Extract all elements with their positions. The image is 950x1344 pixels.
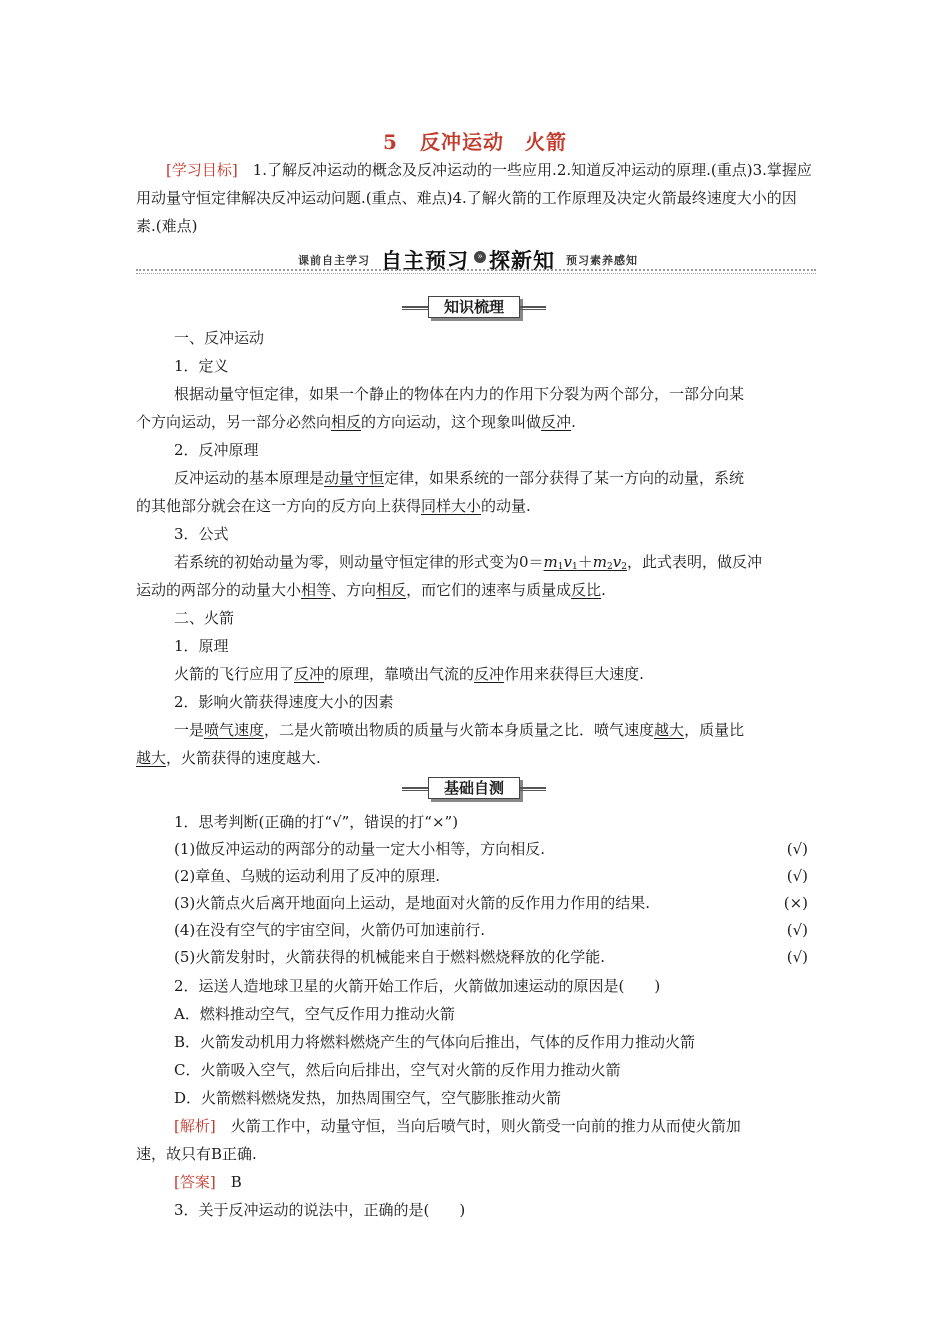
objectives-tag: [学习目标] bbox=[166, 161, 238, 179]
judgement-item: (3)火箭点火后离开地面向上运动，是地面对火箭的反作用力作用的结果. (×) bbox=[136, 889, 854, 917]
blank-answer: 反冲 bbox=[541, 413, 572, 431]
answer-tag: [答案] bbox=[174, 1173, 216, 1191]
blank-answer: 相反 bbox=[331, 413, 362, 431]
blank-answer: 同样大小 bbox=[421, 497, 482, 515]
blank-answer: 相反 bbox=[376, 581, 407, 599]
option-d: D．火箭燃料燃烧发热，加热周围空气，空气膨胀推动火箭 bbox=[174, 1089, 562, 1107]
banner-left-small: 课前自主学习 bbox=[298, 254, 370, 267]
learning-objectives bbox=[136, 156, 816, 240]
banner-title-2: 探新知 bbox=[489, 249, 555, 273]
blank-answer: 喷气速度 bbox=[204, 721, 265, 739]
option-a: A．燃料推动空气，空气反作用力推动火箭 bbox=[174, 1005, 455, 1023]
paragraph-line: 越大，火箭获得的速度越大. bbox=[136, 749, 321, 767]
banner-divider bbox=[136, 269, 816, 271]
paragraph-line: 若系统的初始动量为零，则动量守恒定律的形式变为$0=m_1v_1+m_2v_2$，此式表明，做反冲 bbox=[174, 553, 762, 572]
subheading-principle: 2．反冲原理 bbox=[174, 441, 259, 459]
heading-rocket: 二、火箭 bbox=[174, 609, 235, 627]
blank-answer: 反比 bbox=[571, 581, 602, 599]
section-rule-right bbox=[520, 306, 546, 310]
banner-arrow-icon: » bbox=[474, 251, 486, 263]
title-number: 5 bbox=[383, 130, 398, 154]
judgement-mark: (√) bbox=[786, 948, 808, 966]
paragraph-line: 火箭的飞行应用了反冲的原理，靠喷出气流的反冲作用来获得巨大速度. bbox=[174, 665, 644, 683]
formula-blank: $m_1v_1+m_2v_2$ bbox=[543, 553, 627, 572]
section-label: 基础自测 bbox=[428, 777, 520, 799]
blank-answer: 反冲 bbox=[294, 665, 325, 683]
banner-right-small: 预习素养感知 bbox=[566, 254, 638, 267]
analysis-tag: [解析] bbox=[174, 1117, 216, 1135]
judgement-item: (1)做反冲运动的两部分的动量一定大小相等，方向相反. (√) bbox=[136, 835, 854, 863]
section-banner bbox=[136, 245, 816, 275]
option-c: C．火箭吸入空气，然后向后排出，空气对火箭的反作用力推动火箭 bbox=[174, 1061, 621, 1079]
page-title bbox=[0, 126, 950, 155]
subheading-definition: 1．定义 bbox=[174, 357, 229, 375]
paragraph-line: 个方向运动，另一部分必然向相反的方向运动，这个现象叫做反冲. bbox=[136, 413, 576, 431]
judgement-mark: (√) bbox=[786, 867, 808, 885]
answer bbox=[136, 1168, 854, 1196]
judgement-item: (4)在没有空气的宇宙空间，火箭仍可加速前行. (√) bbox=[136, 916, 854, 944]
judgement-item: (2)章鱼、乌贼的运动利用了反冲的原理. (√) bbox=[136, 862, 854, 890]
judgement-mark: (√) bbox=[786, 921, 808, 939]
paragraph-line: 根据动量守恒定律，如果一个静止的物体在内力的作用下分裂为两个部分，一部分向某 bbox=[174, 385, 745, 403]
paragraph-line: 的其他部分就会在这一方向的反方向上获得同样大小的动量. bbox=[136, 497, 531, 515]
title-text: 反冲运动 火箭 bbox=[419, 130, 567, 154]
judgement-mark: (√) bbox=[786, 840, 808, 858]
judgement-mark: (×) bbox=[783, 894, 808, 912]
section-header-knowledge bbox=[402, 296, 546, 318]
question-1: 1．思考判断(正确的打“√”，错误的打“×”) bbox=[174, 813, 459, 831]
blank-answer: 动量守恒 bbox=[324, 469, 385, 487]
judgement-item: (5)火箭发射时，火箭获得的机械能来自于燃料燃烧释放的化学能. (√) bbox=[136, 943, 854, 971]
option-b: B．火箭发动机用力将燃料燃烧产生的气体向后推出，气体的反作用力推动火箭 bbox=[174, 1033, 696, 1051]
blank-answer: 越大 bbox=[654, 721, 685, 739]
banner-divider-2 bbox=[136, 273, 816, 274]
subheading-formula: 3．公式 bbox=[174, 525, 229, 543]
objectives-text: 1.了解反冲运动的概念及反冲运动的一些应用.2.知道反冲运动的原理.(重点)3.掌握应用动量守恒定律解决反冲运动问题.(重点、难点)4.了解火箭的工作原理及决定火箭最终速度大小的因素.(难点) bbox=[136, 161, 812, 235]
paragraph-line: 运动的两部分的动量大小相等、方向相反，而它们的速率与质量成反比. bbox=[136, 581, 606, 599]
analysis-cont: 速，故只有B正确. bbox=[136, 1145, 257, 1163]
analysis: [解析] 火箭工作中，动量守恒，当向后喷气时，则火箭受一向前的推力从而使火箭加 bbox=[174, 1117, 741, 1135]
blank-answer: 越大 bbox=[136, 749, 167, 767]
heading-recoil: 一、反冲运动 bbox=[174, 329, 265, 347]
section-label: 知识梳理 bbox=[428, 296, 520, 318]
question-3: 3．关于反冲运动的说法中，正确的是( ) bbox=[174, 1201, 466, 1219]
section-rule-left bbox=[402, 306, 428, 310]
paragraph-line: 反冲运动的基本原理是动量守恒定律，如果系统的一部分获得了某一方向的动量，系统 bbox=[174, 469, 745, 487]
section-header-selftest bbox=[402, 777, 546, 799]
blank-answer: 反冲 bbox=[474, 665, 505, 683]
section-rule-left bbox=[402, 787, 428, 791]
subheading-rocket-principle: 1．原理 bbox=[174, 637, 229, 655]
subheading-factors: 2．影响火箭获得速度大小的因素 bbox=[174, 693, 394, 711]
answer-value: B bbox=[215, 1173, 242, 1191]
blank-answer: 相等 bbox=[301, 581, 332, 599]
section-rule-right bbox=[520, 787, 546, 791]
paragraph-line: 一是喷气速度，二是火箭喷出物质的质量与火箭本身质量之比．喷气速度越大，质量比 bbox=[174, 721, 745, 739]
banner-title-1: 自主预习 bbox=[381, 249, 469, 273]
question-2: 2．运送人造地球卫星的火箭开始工作后，火箭做加速运动的原因是( ) bbox=[174, 977, 661, 995]
